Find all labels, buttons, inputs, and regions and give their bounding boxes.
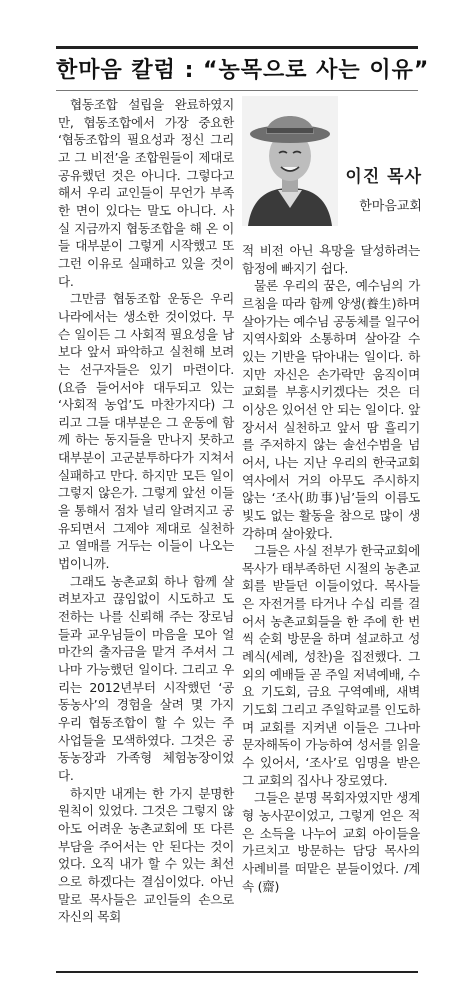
paragraph: 물론 우리의 꿈은, 예수님의 가르침을 따라 함께 양생(養生)하며 살아가는 예수님 공동체를 일구어 지역사회와 소통하며 살아갈 수 있는 기반을 닦아내는 일이다. 하지만 자신은 손가락만 움직이며 교회를 부흥시키겠다는 것은 더 이상은 있어선 안 되는 일이다. 앞장서서 실천하고 앞서 땀 흘리기를 주저하지 않는 솔선수범을 넘어서, 나는 지난 우리의 한국교회 역사에서 거의 아무도 주시하지 않는 ‘조사(助事)님’들의 이름도 빛도 없는 활동을 참으로 많이 생각하며 살아왔다. xyxy=(242,278,420,541)
paragraph: 적 비전 아닌 욕망을 달성하려는 함정에 빠지기 쉽다. xyxy=(242,243,420,276)
author-photo xyxy=(242,96,338,226)
author-portrait-icon xyxy=(242,96,338,226)
headline-underline xyxy=(56,90,418,91)
article-right-column xyxy=(242,242,420,895)
paragraph: 그만큼 협동조합 운동은 우리나라에서는 생소한 것이었다. 무슨 일이든 그 사회적 필요성을 남보다 앞서 파악하고 실천해 보려는 선구자들은 있기 마련이다. (요즘 들어서야 대두되고 있는 ‘사회적 농업’도 마찬가지다) 그리고 그들 대부분은 그 운동에 함께 하는 동지들을 만나지 못하고 대부분이 고군분투하다가 지쳐서 실패하고 만다. 하지만 모든 일이 그렇지 않은가. 그렇게 앞선 이들을 통해서 점차 널리 알려지고 공유되면서 그제야 제대로 실천하고 열매를 거두는 이들이 나오는 법이니까. xyxy=(58,291,234,572)
article-left-column xyxy=(58,96,234,926)
author-byline xyxy=(340,162,422,214)
paragraph: 그들은 사실 전부가 한국교회에 목사가 태부족하던 시절의 농촌교회를 받들던 이들이었다. 목사들은 자전거를 타거나 수십 리를 걸어서 농촌교회들을 한 주에 한 번씩 순회 방문을 하며 설교하고 성례식(세례, 성찬)을 집전했다. 그 외의 예배들 곧 주일 저녁예배, 수요 기도회, 금요 구역예배, 새벽 기도회 그리고 주일학교를 인도하며 교회를 지켜낸 이들은 그나마 문자해독이 가능하여 성서를 읽을 수 있어서, ‘조사’로 임명을 받은 그 교회의 집사나 장로였다. xyxy=(242,543,420,788)
paragraph: 협동조합 설립을 완료하였지만, 협동조합에서 가장 중요한 ‘협동조합의 필요성과 정신 그리고 그 비전’을 조합원들이 제대로 공유했던 것은 아니다. 그렇다고 해서 우리 교인들이 무언가 부족한 면이 있다는 말도 아니다. 사실 지금까지 협동조합을 해 온 이들 대부분이 그렇게 시작했고 또 그런 이유로 실패하고 있을 것이다. xyxy=(58,97,234,289)
paragraph: 그래도 농촌교회 하나 함께 살려보자고 끊임없이 시도하고 도전하는 나를 신뢰해 주는 장로님들과 교우님들이 마음을 모아 얼마간의 출자금을 맡겨 주셔서 그나마 가능했던 일이다. 그리고 우리는 2012년부터 시작했던 ‘공동농사’의 경험을 살려 몇 가지 우리 협동조합이 할 수 있는 주 사업들을 모색하였다. 그것은 공동농장과 가족형 체험농장이었다. xyxy=(58,573,234,783)
author-organization: 한마음교회 xyxy=(359,199,422,214)
paragraph: 하지만 내게는 한 가지 분명한 원칙이 있었다. 그것은 그렇지 않아도 어려운 농촌교회에 또 다른 부담을 주어서는 안 된다는 것이었다. 오직 내가 할 수 있는 최선으로 하겠다는 결심이었다. 아닌 말로 목사들은 교인들의 손으로 자신의 목회 xyxy=(58,785,234,925)
paragraph: 그들은 분명 목회자였지만 생계형 농사꾼이었고, 그렇게 얻은 적은 소득을 나누어 교회 아이들을 가르치고 방문하는 담당 목사의 사례비를 떠맡은 분들이었다. /계속 (齋) xyxy=(242,790,420,894)
author-name: 이진 목사 xyxy=(345,167,422,187)
column-headline: 한마음 칼럼 : “농목으로 사는 이유” xyxy=(56,58,430,83)
top-rule xyxy=(56,46,418,49)
bottom-rule xyxy=(56,971,418,973)
